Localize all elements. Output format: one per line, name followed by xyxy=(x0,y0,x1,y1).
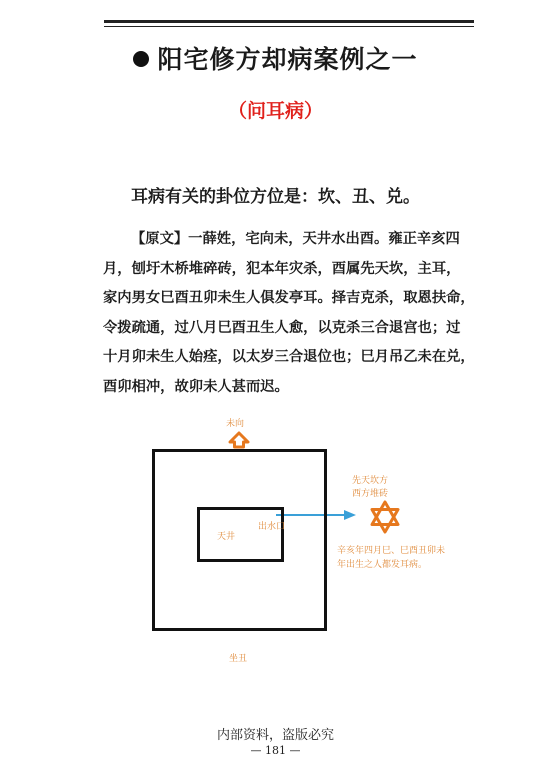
east-label-line2: 西方堆砖 xyxy=(352,489,389,499)
section-heading: 耳病有关的卦位方位是：坎、丑、兑。 xyxy=(131,187,420,207)
paragraph-line: 酉卯相冲，故卯未人甚而迟。 xyxy=(103,378,289,395)
diagram-note: 辛亥年四月巳、巳酉丑卯未年出生之人都发耳病。 xyxy=(337,546,446,570)
facing-direction-label: 未向 xyxy=(226,419,245,429)
page-subtitle: （问耳病） xyxy=(227,100,323,122)
water-outlet-label: 出水口 xyxy=(258,522,286,532)
paragraph-line: 月，刨圩木桥堆碎砖，犯本年灾杀，酉属先天坎，主耳， xyxy=(103,260,461,277)
water-flow-arrowhead-icon xyxy=(344,510,356,520)
paragraph-line: 令拨疏通，过八月巳酉丑生人愈，以克杀三合退宫也；过 xyxy=(103,319,461,336)
paragraph-line: 家内男女巳酉丑卯未生人俱发亭耳。择吉克杀，取恩扶命， xyxy=(103,290,475,306)
sitting-direction-label: 坐丑 xyxy=(229,654,248,664)
courtyard-label: 天井 xyxy=(217,532,236,542)
courtyard-inner-box xyxy=(197,507,284,562)
page-title-text: 阳宅修方却病案例之一 xyxy=(157,45,418,74)
up-arrow-icon xyxy=(230,433,248,447)
east-label-line1: 先天坎方 xyxy=(352,476,389,486)
page-number: — 181 — xyxy=(250,744,301,757)
footer-notice: 内部资料，盗版必究 xyxy=(216,728,334,743)
paragraph-line: 十月卯未生人始痊，以太岁三合退位也；巳月吊乙未在兑， xyxy=(103,349,475,365)
six-point-star-icon xyxy=(372,502,398,532)
paragraph-line: 【原文】一薛姓，宅向未，天井水出酉。雍正辛亥四 xyxy=(131,231,460,247)
